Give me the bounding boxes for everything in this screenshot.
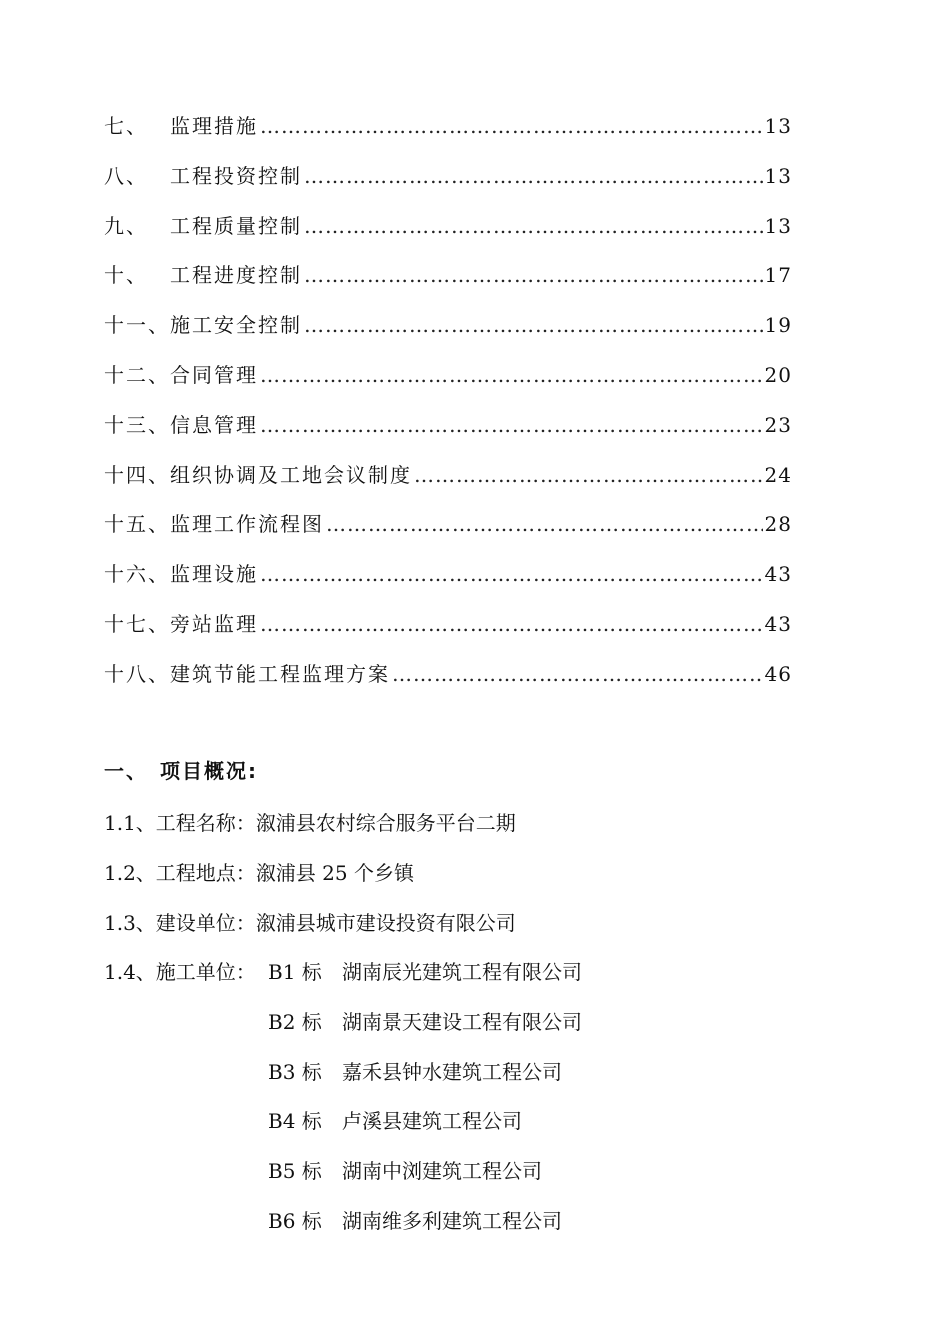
toc-number: 八、 — [104, 163, 148, 188]
toc-entry[interactable] — [104, 506, 792, 556]
toc-entry[interactable] — [104, 108, 792, 158]
toc-entry[interactable] — [104, 257, 792, 307]
toc-leader — [260, 357, 763, 393]
toc-entry[interactable] — [104, 556, 792, 606]
toc-entry[interactable] — [104, 606, 792, 656]
toc-leader — [304, 208, 763, 244]
toc-title: 信息管理 — [170, 412, 258, 437]
toc-page-number: 13 — [764, 163, 792, 188]
contractor-item — [268, 1054, 582, 1104]
toc-entry[interactable] — [104, 656, 792, 706]
toc-number: 十三、 — [104, 412, 170, 437]
contractor-code: B1 标 — [268, 960, 322, 984]
toc-leader — [414, 457, 763, 493]
toc-entry[interactable] — [104, 407, 792, 457]
toc-leader — [304, 158, 763, 194]
toc-title: 建筑节能工程监理方案 — [170, 661, 390, 686]
toc-title: 工程进度控制 — [170, 263, 302, 288]
toc-entry[interactable] — [104, 457, 792, 507]
toc-leader — [326, 506, 763, 542]
toc-number: 九、 — [104, 213, 148, 238]
toc-page-number: 28 — [764, 512, 792, 537]
info-label: 1.2、工程地点： — [104, 860, 256, 885]
toc-leader — [260, 556, 763, 592]
toc-page-number: 13 — [764, 114, 792, 138]
toc-leader — [304, 307, 763, 343]
toc-page-number: 13 — [764, 213, 792, 238]
toc-number: 十二、 — [104, 362, 170, 387]
info-label: 1.3、建设单位： — [104, 910, 256, 935]
section-number: 一、 — [104, 759, 148, 783]
contractor-item — [268, 1203, 582, 1253]
contractor-name: 湖南中浏建筑工程公司 — [342, 1159, 542, 1184]
toc-leader — [260, 108, 763, 144]
toc-title: 工程投资控制 — [170, 163, 302, 188]
toc-number: 十七、 — [104, 611, 170, 636]
toc-page-number: 46 — [764, 661, 792, 686]
toc-page-number: 24 — [764, 462, 792, 487]
toc-number: 十一、 — [104, 313, 170, 338]
contractor-code: B2 标 — [268, 1009, 322, 1034]
contractor-list — [268, 954, 582, 1253]
info-value: 溆浦县农村综合服务平台二期 — [255, 811, 516, 835]
toc-number: 十八、 — [104, 661, 170, 686]
table-of-contents — [104, 108, 792, 706]
contractor-item — [268, 1004, 582, 1054]
toc-entry[interactable] — [104, 208, 792, 258]
toc-leader — [304, 257, 763, 293]
info-value: 溆浦县 25 个乡镇 — [255, 860, 414, 885]
contractor-name: 湖南辰光建筑工程有限公司 — [342, 960, 582, 984]
toc-leader — [260, 407, 763, 443]
toc-number: 十四、 — [104, 462, 170, 487]
toc-entry[interactable] — [104, 307, 792, 357]
toc-leader — [260, 606, 763, 642]
toc-title: 旁站监理 — [170, 611, 258, 636]
info-value: 溆浦县城市建设投资有限公司 — [255, 910, 516, 935]
contractor-item — [268, 1153, 582, 1203]
toc-title: 工程质量控制 — [170, 213, 302, 238]
toc-title: 合同管理 — [170, 362, 258, 387]
contractor-code: B5 标 — [268, 1159, 322, 1184]
contractor-code: B6 标 — [268, 1208, 322, 1233]
toc-page-number: 19 — [764, 313, 792, 338]
toc-title: 施工安全控制 — [170, 313, 302, 338]
info-label: 1.4、施工单位： — [104, 960, 256, 985]
contractor-name: 湖南维多利建筑工程公司 — [342, 1208, 562, 1233]
toc-page-number: 17 — [764, 263, 792, 288]
contractor-code: B3 标 — [268, 1059, 322, 1084]
toc-title: 监理设施 — [170, 562, 258, 587]
info-label: 1.1、工程名称： — [104, 811, 256, 835]
toc-entry[interactable] — [104, 357, 792, 407]
toc-page-number: 43 — [764, 562, 792, 587]
info-row — [104, 805, 824, 855]
toc-number: 十、 — [104, 263, 148, 288]
info-row — [104, 855, 824, 905]
toc-page-number: 43 — [764, 611, 792, 636]
contractor-item — [268, 954, 582, 1004]
toc-title: 监理措施 — [170, 114, 258, 138]
toc-number: 十五、 — [104, 512, 170, 537]
contractor-item — [268, 1103, 582, 1153]
contractor-name: 卢溪县建筑工程公司 — [342, 1109, 522, 1134]
toc-number: 十六、 — [104, 562, 170, 587]
section-heading — [104, 755, 258, 784]
toc-title: 监理工作流程图 — [170, 512, 324, 537]
toc-number: 七、 — [104, 114, 148, 138]
contractor-name: 湖南景天建设工程有限公司 — [342, 1009, 582, 1034]
toc-page-number: 20 — [764, 362, 792, 387]
section-title: 项目概况: — [160, 759, 258, 783]
toc-entry[interactable] — [104, 158, 792, 208]
toc-title: 组织协调及工地会议制度 — [170, 462, 412, 487]
contractor-name: 嘉禾县钟水建筑工程公司 — [342, 1059, 562, 1084]
toc-leader — [392, 656, 763, 692]
info-row — [104, 905, 824, 955]
toc-page-number: 23 — [764, 412, 792, 437]
contractor-code: B4 标 — [268, 1109, 322, 1134]
